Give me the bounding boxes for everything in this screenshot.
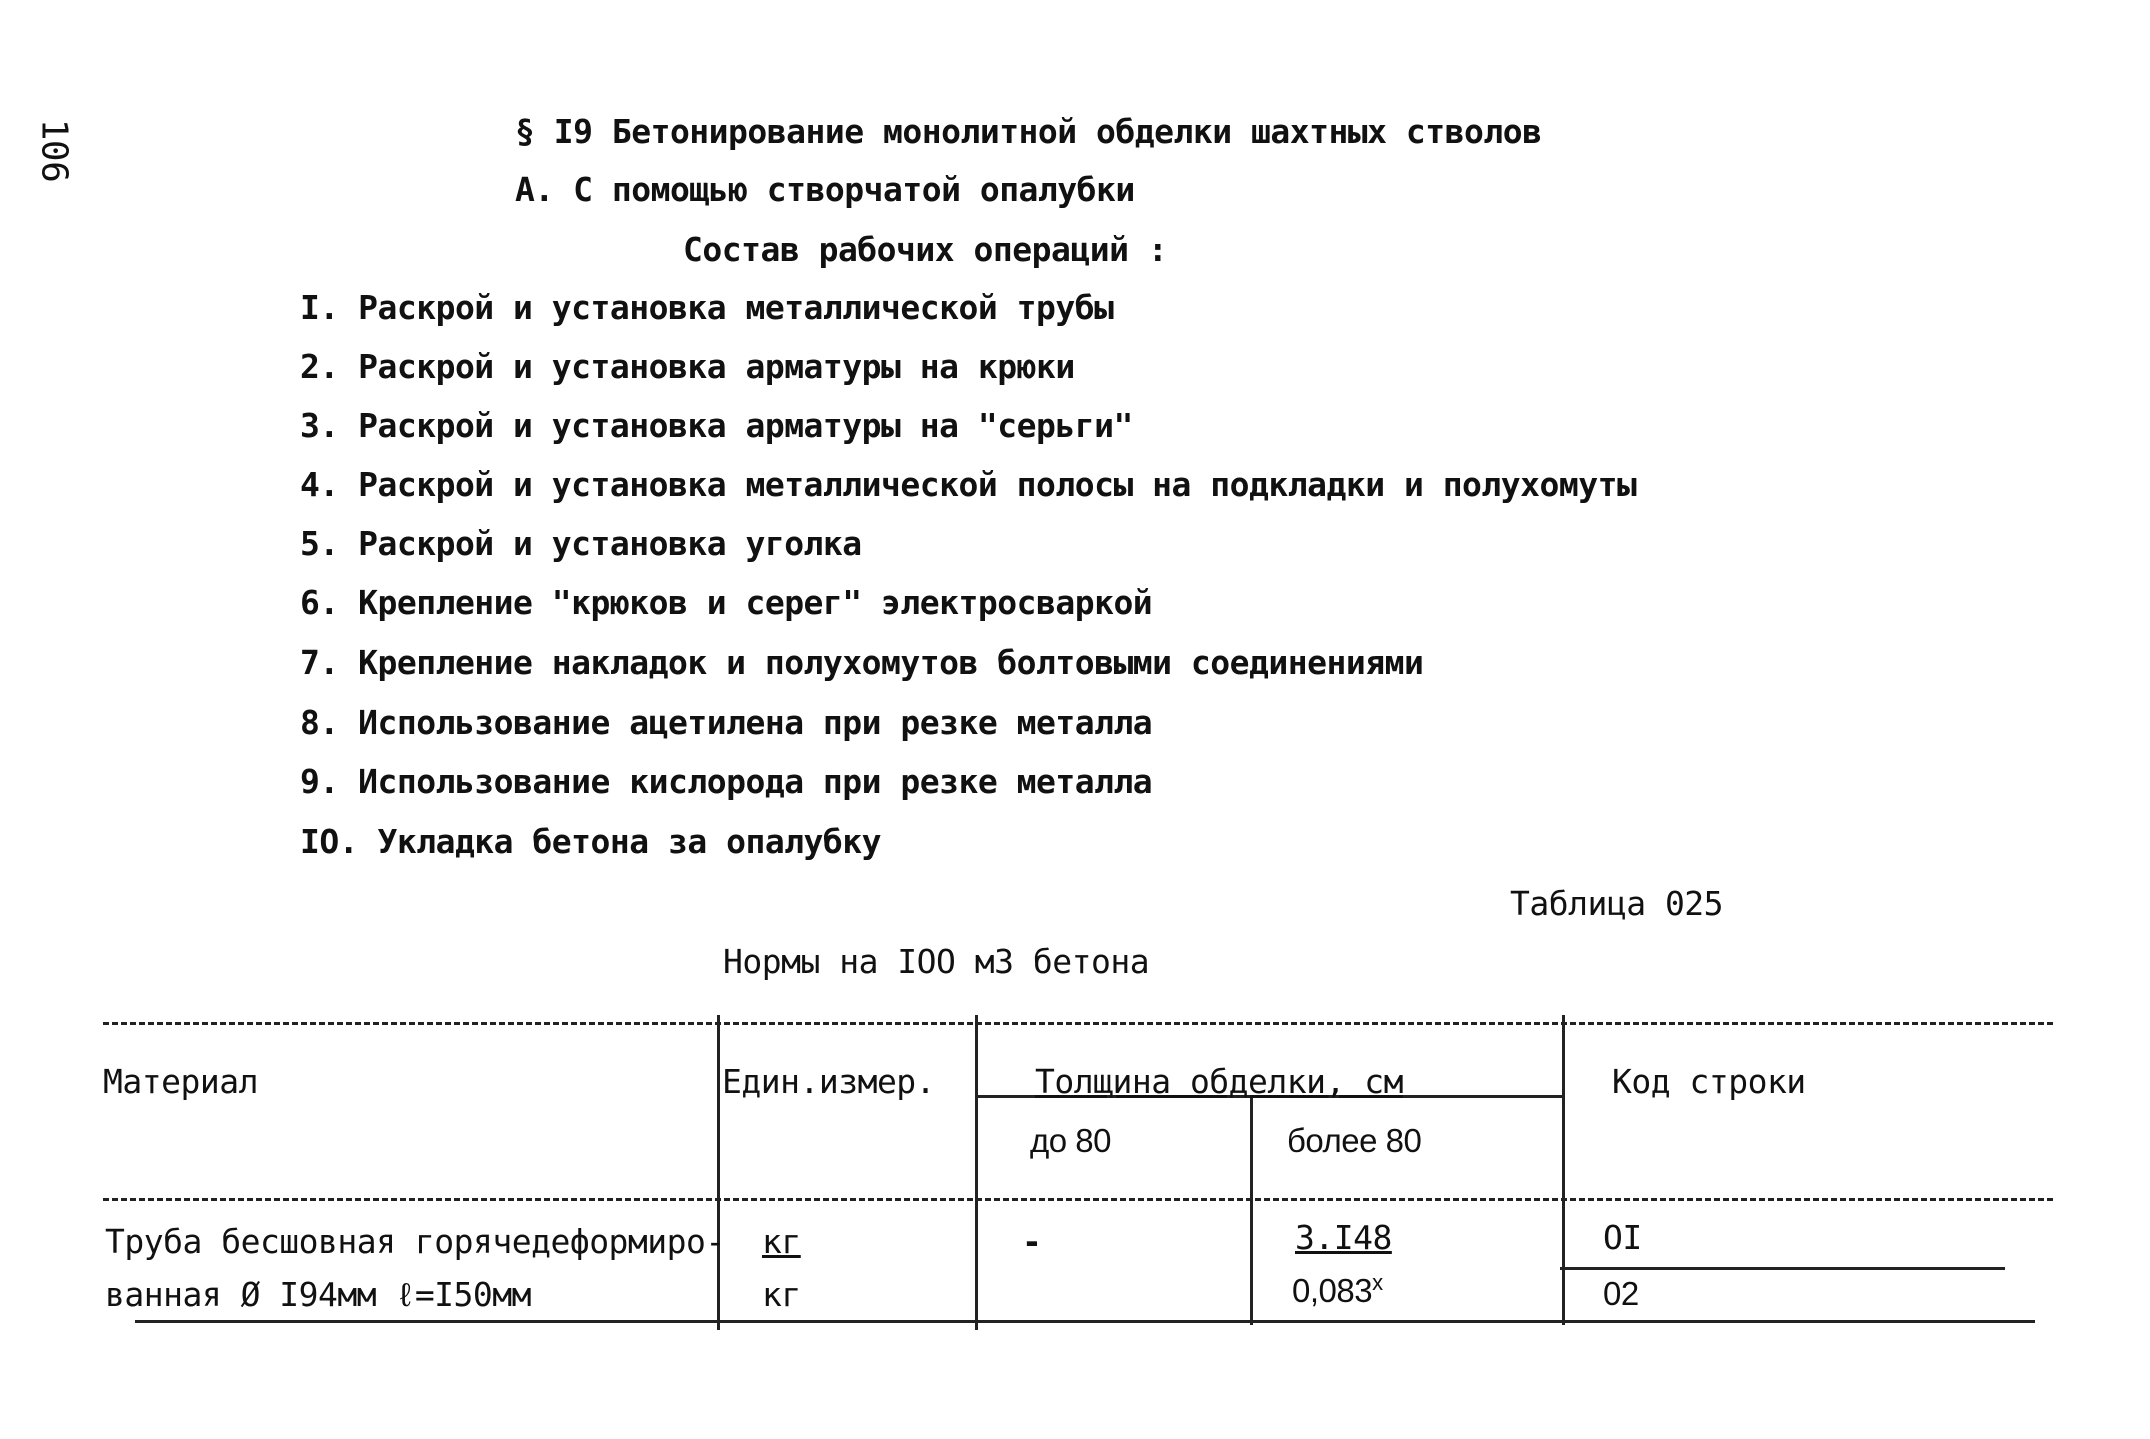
column-divider [1562,1015,1565,1325]
over-80-cell: 0,083$^x$ [1292,1270,1383,1309]
list-item: I. Раскрой и установка металлической трубы [300,288,1114,327]
material-line-2: ванная Ø I94мм ℓ=I50мм [105,1275,532,1314]
header-unit: Един.измер. [722,1062,936,1101]
list-item: IO. Укладка бетона за опалубку [300,822,882,861]
page-number: 106 [33,118,75,183]
list-item: 6. Крепление "крюков и серег" электросваркой [300,583,1153,622]
table-top-rule [103,1022,2053,1025]
code-row-divider [1560,1267,2005,1270]
header-thickness: Толщина обделки, см [1035,1062,1403,1101]
header-upto-80: до 80 [1030,1122,1111,1159]
table-caption: Нормы на IOO м3 бетона [723,942,1150,981]
row-code-cell: 02 [1603,1275,1639,1312]
unit-cell: кг [762,1222,801,1261]
over-80-cell: 3.I48 [1295,1218,1392,1257]
list-item: 8. Использование ацетилена при резке металла [300,703,1153,742]
table-header-rule [103,1198,2053,1201]
column-divider [975,1015,978,1330]
table-label: Таблица 025 [1510,884,1724,923]
list-item: 7. Крепление накладок и полухомутов болтовыми соединениями [300,643,1424,682]
row-code-cell: OI [1603,1218,1642,1257]
header-over-80: более 80 [1287,1122,1422,1159]
operations-heading: Состав рабочих операций : [683,230,1168,269]
header-row-code: Код строки [1612,1062,1806,1101]
table-bottom-rule [135,1320,2035,1323]
footnote-mark: x [1372,1270,1383,1295]
list-item: 9. Использование кислорода при резке металла [300,762,1153,801]
list-item: 4. Раскрой и установка металлической полосы на подкладки и полухомуты [300,465,1637,504]
column-divider [1250,1095,1253,1325]
subsection-title: А. С помощью створчатой опалубки [515,170,1135,209]
section-title: § I9 Бетонирование монолитной обделки шахтных стволов [515,112,1542,151]
list-item: 3. Раскрой и установка арматуры на "серьги" [300,406,1133,445]
material-line-1: Труба бесшовная горячедеформиро- [105,1222,725,1261]
list-item: 5. Раскрой и установка уголка [300,524,862,563]
list-item: 2. Раскрой и установка арматуры на крюки [300,347,1075,386]
column-divider [717,1015,720,1330]
unit-cell: кг [762,1275,801,1314]
header-material: Материал [103,1062,258,1101]
upto-80-cell: - [1022,1222,1042,1261]
